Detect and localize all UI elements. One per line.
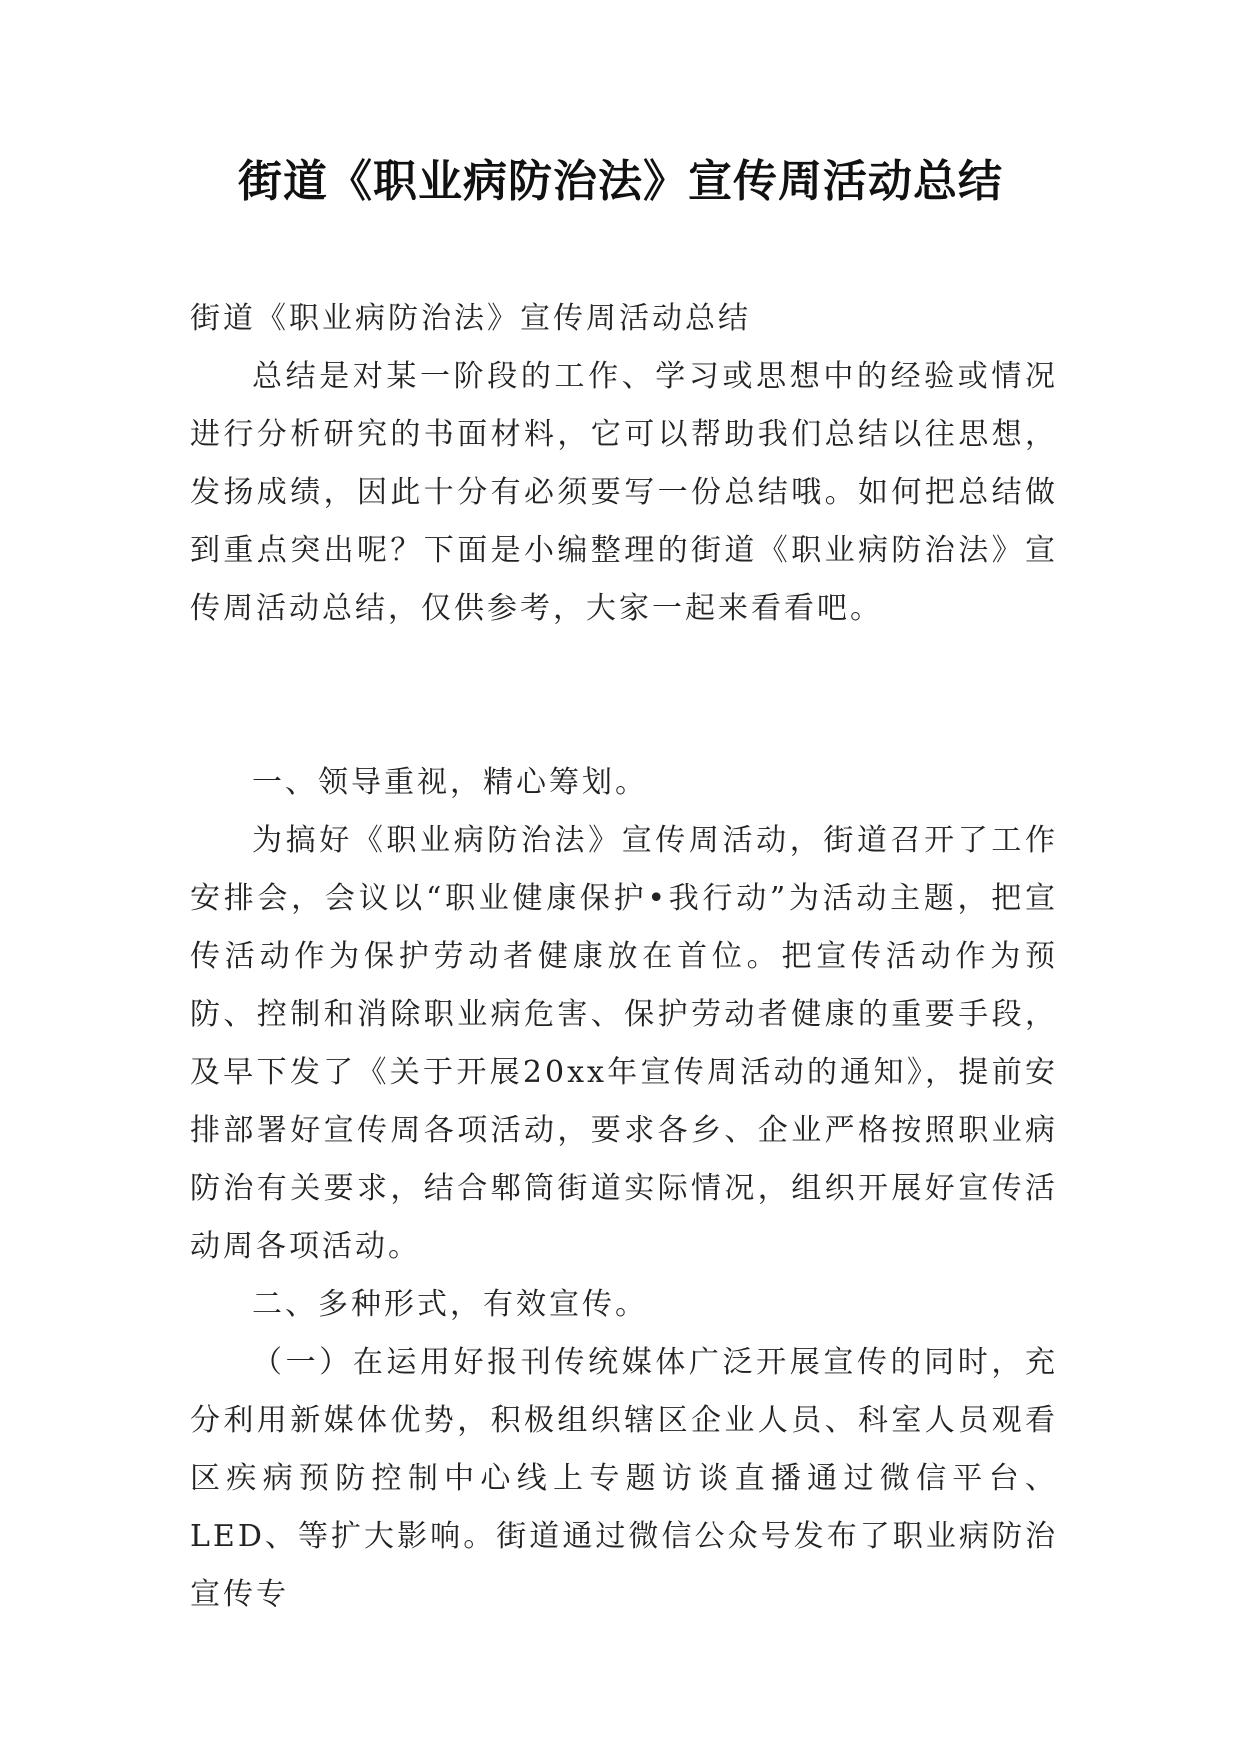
- section-heading-2: 二、多种形式，有效宣传。: [252, 1287, 648, 1322]
- paragraph-spacer: [190, 638, 1058, 754]
- section-body-1: 为搞好《职业病防治法》宣传周活动，街道召开了工作安排会，会议以“职业健康保护•我行动”为活动主题，把宣传活动作为保护劳动者健康放在首位。把宣传活动作为预防、控制和消除职业病危害、保护劳动者健康的重要手段，及早下发了《关于开展20xx年宣传周活动的通知》，提前安排部署好宣传周各项活动，要求各乡、企业严格按照职业病防治有关要求，结合郫筒街道实际情况，组织开展好宣传活动周各项活动。: [190, 823, 1058, 1264]
- document-body: [190, 290, 1058, 1624]
- document-title: 街道《职业病防治法》宣传周活动总结: [238, 156, 1003, 207]
- intro-paragraph: 总结是对某一阶段的工作、学习或思想中的经验或情况进行分析研究的书面材料，它可以帮助我们总结以往思想，发扬成绩，因此十分有必须要写一份总结哦。如何把总结做到重点突出呢？下面是小编整理的街道《职业病防治法》宣传周活动总结，仅供参考，大家一起来看看吧。: [190, 359, 1058, 626]
- section-body-2: （一）在运用好报刊传统媒体广泛开展宣传的同时，充分利用新媒体优势，积极组织辖区企业人员、科室人员观看区疾病预防控制中心线上专题访谈直播通过微信平台、LED、等扩大影响。街道通过微信公众号发布了职业病防治宣传专: [190, 1345, 1058, 1612]
- section-heading-1: 一、领导重视，精心筹划。: [252, 765, 648, 800]
- document-subtitle: 街道《职业病防治法》宣传周活动总结: [190, 301, 751, 336]
